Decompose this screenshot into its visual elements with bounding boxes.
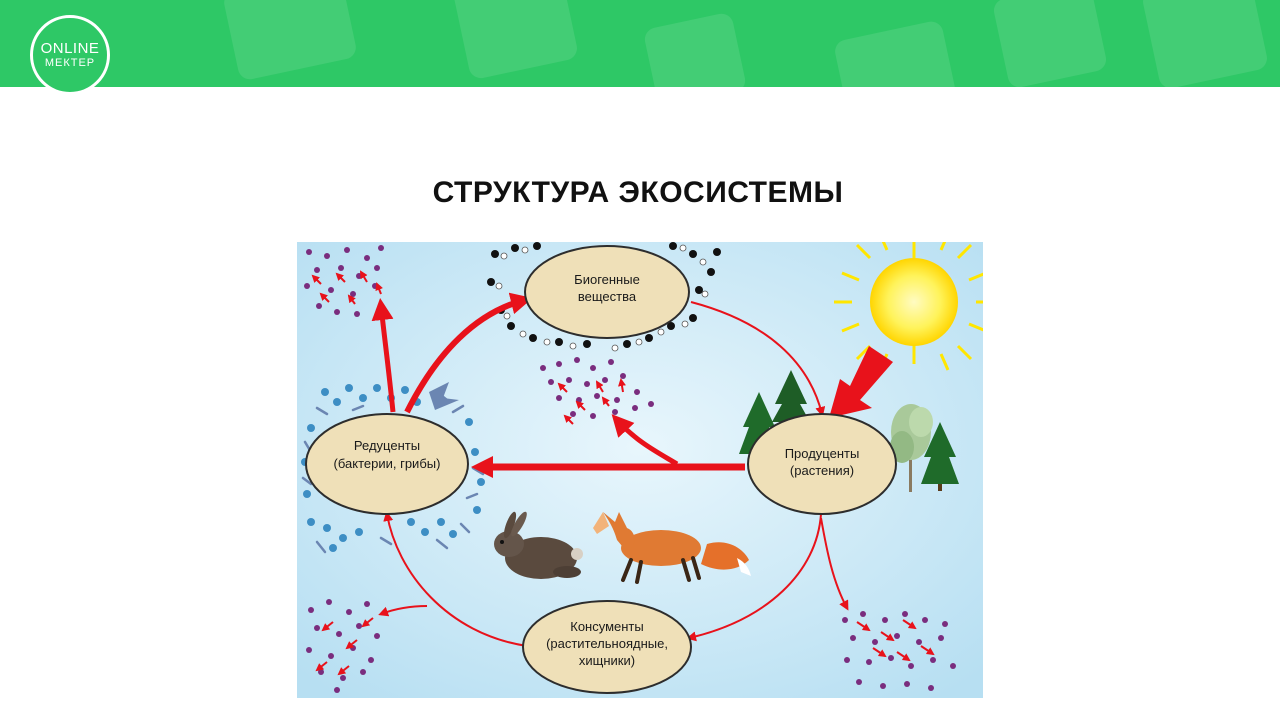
node-decomposers <box>306 414 468 514</box>
banner-decoration <box>222 0 358 81</box>
banner-decoration <box>833 19 957 87</box>
banner-decoration <box>992 0 1109 87</box>
node-biogenic <box>525 246 689 338</box>
node-consumers-label-2: (растительноядные, <box>546 636 668 651</box>
node-decomposers-label-1: Редуценты <box>353 438 421 453</box>
header-banner <box>0 0 1280 87</box>
node-consumers-label-1: Консументы <box>570 619 644 634</box>
node-consumers <box>523 601 691 693</box>
banner-decoration <box>451 0 579 80</box>
node-consumers-label-3: хищники) <box>578 653 636 668</box>
banner-decoration <box>643 12 748 87</box>
ecosystem-diagram <box>297 242 983 698</box>
banner-decoration <box>1141 0 1269 87</box>
node-biogenic-label-1: Биогенные <box>574 272 640 287</box>
brand-logo[interactable] <box>30 15 110 95</box>
slide-title: СТРУКТУРА ЭКОСИСТЕМЫ <box>432 176 844 209</box>
logo-text-line2: МЕКТЕР <box>44 57 96 69</box>
node-producers <box>748 414 896 514</box>
logo-text-line1: ONLINE <box>40 40 100 57</box>
node-producers-label-1: Продуценты <box>784 446 860 461</box>
node-decomposers-label-2: (бактерии, грибы) <box>333 456 441 471</box>
node-biogenic-label-2: вещества <box>577 289 637 304</box>
node-producers-label-2: (растения) <box>789 463 855 478</box>
